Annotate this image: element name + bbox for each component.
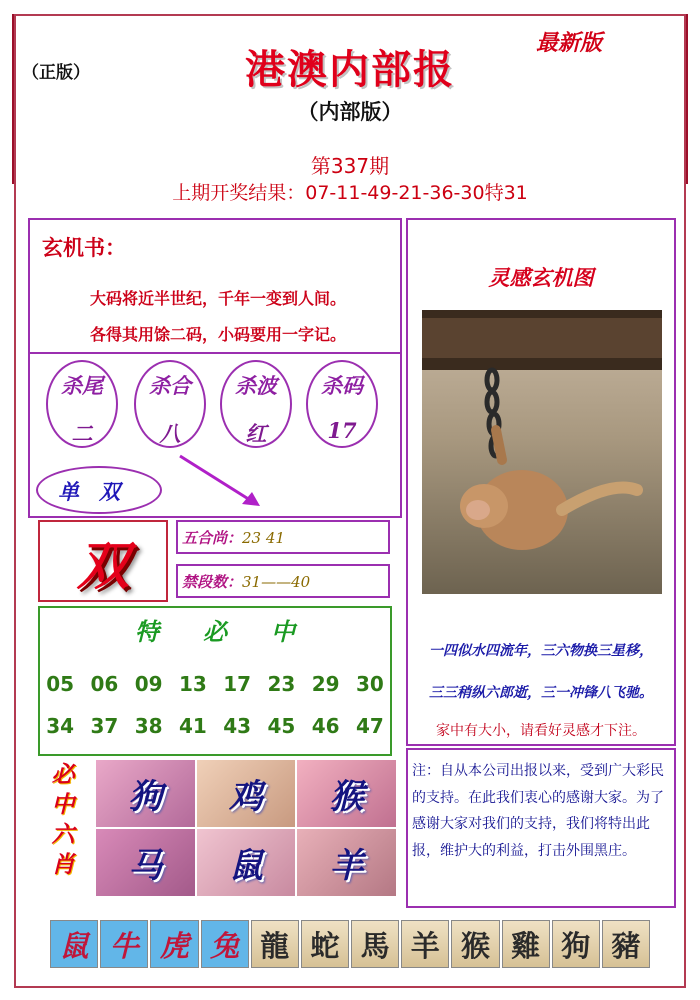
zodiac-tiger: 虎 [150,920,198,968]
zodiac-cell-monkey: 猴 [297,760,396,827]
zodiac-cell-horse: 马 [96,829,195,896]
zodiac-dragon: 龍 [251,920,299,968]
lingan-note: 家中有大小，请看好灵感才下注。 [436,723,646,739]
lingan-title: 灵感玄机图 [488,265,594,290]
duanshu-value: 31——40 [242,573,311,591]
zodiac-pig: 豬 [602,920,650,968]
number: 06 [90,672,119,696]
monkey-illustration [422,310,662,594]
oval-sha-wei-value: 二 [71,421,93,446]
zodiac-cell-goat: 羊 [297,829,396,896]
lingan-poem-line-1: 一四似水四流年，三六物换三星移， [429,643,653,659]
notice-text: 注：自从本公司出报以来，受到广大彩民的支持。在此我们衷心的感谢大家。为了感谢大家对我们的支持，我们将特出此报，维护大的利益，打击外围黑庄。 [412,763,664,859]
number: 17 [223,672,252,696]
badge-newest: 最新版 [536,30,603,56]
number: 37 [90,714,119,738]
number: 29 [311,672,340,696]
number: 05 [46,672,75,696]
number: 23 [267,672,296,696]
zodiac-rooster: 雞 [502,920,550,968]
number: 41 [178,714,207,738]
zodiac-rabbit: 兔 [201,920,249,968]
number: 30 [355,672,384,696]
number: 38 [134,714,163,738]
last-result: 上期开奖结果：07-11-49-21-36-30特31 [172,182,528,204]
zodiac-rat: 鼠 [50,920,98,968]
wuhe-value: 23 41 [242,529,285,547]
zodiac-ox: 牛 [100,920,148,968]
bi-zhong-liu-xiao-label [48,760,78,880]
zodiac-monkey: 猴 [451,920,499,968]
shuang-big: 双 [76,535,129,597]
zodiac-bar [50,920,650,968]
issue-number: 第337期 [310,154,390,178]
label-char: 肖 [51,851,75,878]
lingan-poem-line-2: 三三稍纵六郎逝，三一冲锋八飞驰。 [429,685,653,701]
zodiac-snake: 蛇 [301,920,349,968]
panel-divider [30,352,400,354]
page-title: 港澳内部报 [245,46,455,93]
zodiac-cell-rat: 鼠 [197,829,296,896]
zodiac-horse: 馬 [351,920,399,968]
oval-sha-he-label: 杀合 [149,373,191,398]
label-char: 中 [51,791,75,818]
oval-sha-he-value: 八 [159,421,181,446]
duanshu-label: 禁段数： [182,573,243,591]
oval-sha-wei-label: 杀尾 [61,373,103,398]
badge-zhengban: （正版） [22,63,90,83]
number: 45 [267,714,296,738]
oval-sha-bo-value: 红 [245,421,267,446]
number-row-2 [38,714,392,738]
number: 09 [134,672,163,696]
number: 46 [311,714,340,738]
label-char: 必 [51,761,75,788]
zodiac-dog: 狗 [552,920,600,968]
number: 13 [178,672,207,696]
number: 34 [46,714,75,738]
oval-sha-bo-label: 杀波 [235,373,277,398]
oval-sha-ma-value: 17 [327,418,357,443]
te-bi-zhong-title: 特必中 [135,617,339,646]
number: 47 [355,714,384,738]
oval-sha-ma-label: 杀码 [321,373,363,398]
duanshu-line [182,571,310,592]
zodiac-cell-dog: 狗 [96,760,195,827]
right-red-line [686,14,688,184]
arrow-icon [176,452,266,512]
zodiac-goat: 羊 [401,920,449,968]
label-char: 六 [51,821,75,848]
monkey-photo [422,310,662,594]
left-red-line [12,14,14,184]
xuanjishu-title: 玄机书： [42,235,126,260]
six-zodiac-grid [96,760,396,896]
xuanjishu-line-1: 大码将近半世纪，千年一变到人间。 [89,289,346,308]
number-row-1 [38,672,392,696]
zodiac-cell-rooster: 鸡 [197,760,296,827]
number: 43 [223,714,252,738]
wuhe-line [182,527,285,548]
wuhe-label: 五合尚： [182,529,243,547]
page-subtitle: （内部版） [297,99,403,124]
xuanjishu-line-2: 各得其用馀二码，小码要用一字记。 [89,325,346,344]
dan-shuang-text: 单双 [58,479,140,504]
